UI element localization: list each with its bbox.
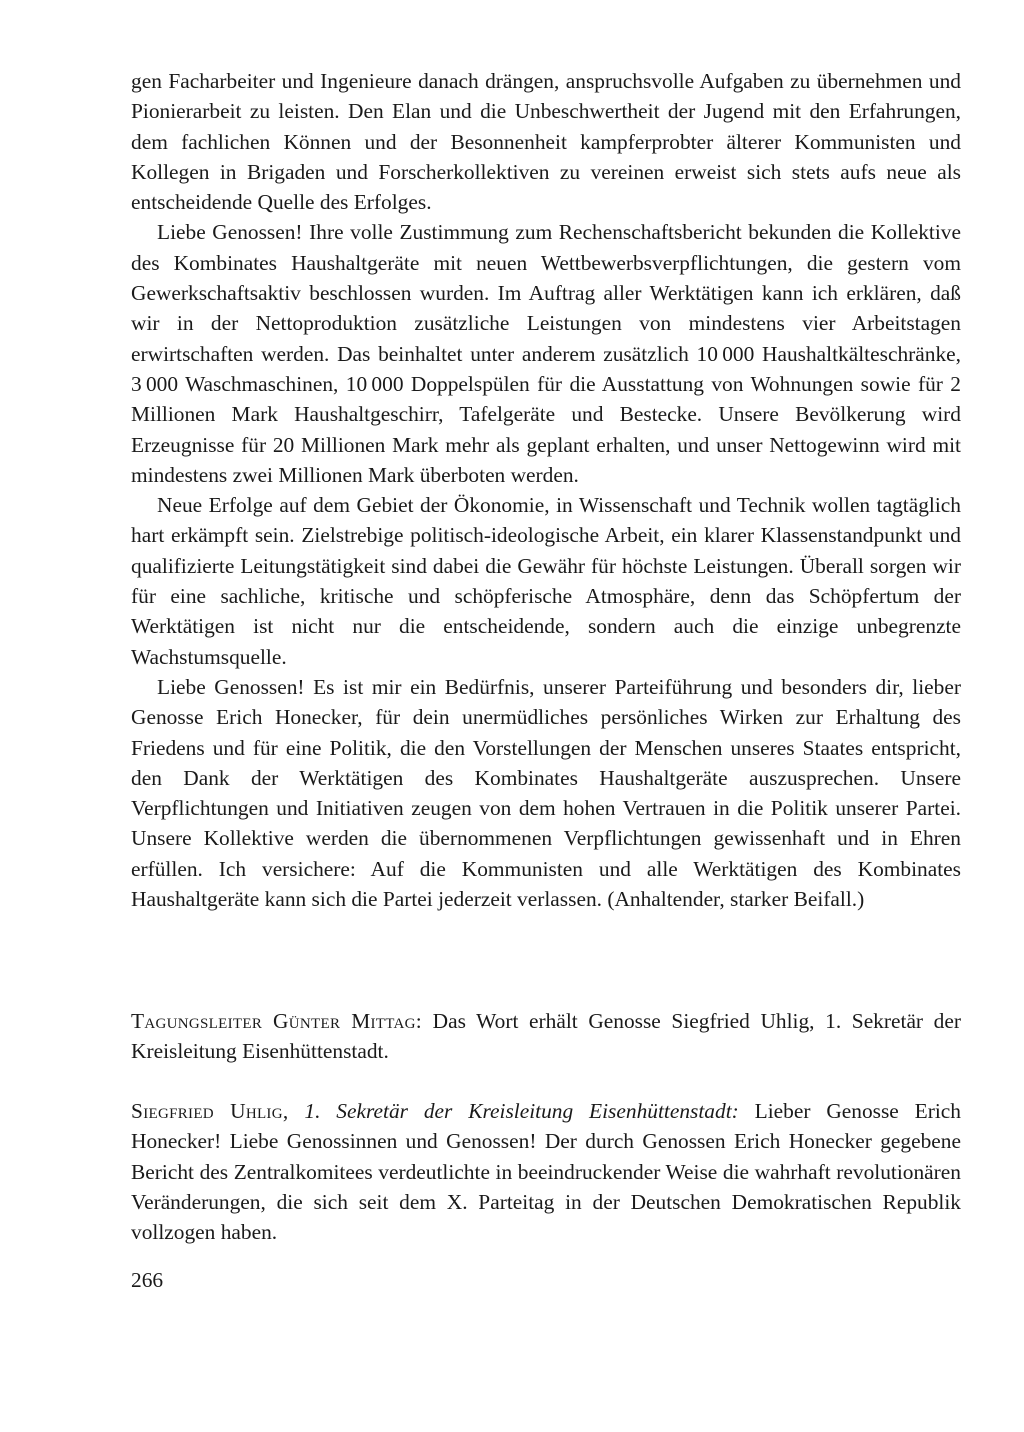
paragraph-commitments: Liebe Genossen! Ihre volle Zustimmung zum Rechenschaftsbericht bekunden die Kollektive des Kombinates Haushaltgeräte mit neuen Wettbewerbsverpflichtungen, die gestern vom Gewerkschaftsaktiv beschlossen wurden. Im Auftrag aller Werktätigen kann ich erklären, daß wir in der Nettoproduktion zusätzliche Leistungen von mindestens vier Arbeitstagen erwirtschaften werden. Das beinhaltet unter anderem zusätzlich 10 000 Haushaltkälteschränke, 3 000 Waschmaschinen, 10 000 Doppelspülen für die Ausstattung von Wohnungen sowie für 2 Millionen Mark Haushaltgeschirr, Tafelgeräte und Bestecke. Unsere Bevölkerung wird Erzeugnisse für 20 Millionen Mark mehr als geplant erhalten, und unser Nettogewinn wird mit mindestens zwei Millionen Mark überboten werden.: [131, 220, 961, 487]
page-number: 266: [131, 1268, 164, 1292]
chair-paragraph: [131, 1006, 961, 1067]
speech-text: Lieber Genosse Erich Honecker! Liebe Genossinnen und Genossen! Der durch Genossen Erich Honecker gegebene Bericht des Zentralkomitees verdeutlichte in beeindruckender Weise die wahrhaft revolutionären Veränderungen, die sich seit dem X. Parteitag in der Deutschen Demokratischen Republik vollzogen haben.: [131, 1099, 961, 1245]
chair-text: Das Wort erhält Genosse Siegfried Uhlig, 1. Sekretär der Kreisleitung Eisenhüttenstadt.: [131, 1009, 961, 1064]
speech-start: [131, 1096, 961, 1247]
chair-speaker: Tagungsleiter Günter Mittag:: [131, 1009, 423, 1033]
speech-speaker: Siegfried Uhlig,: [131, 1099, 289, 1123]
paragraph-economy: Neue Erfolge auf dem Gebiet der Ökonomie, in Wissenschaft und Technik wollen tagtäglich hart erkämpft sein. Zielstrebige politisch-ideologische Arbeit, ein klarer Klassenstandpunkt und qualifizierte Leitungstätigkeit sind dabei die Gewähr für höchste Leistungen. Überall sorgen wir für eine sachliche, kritische und schöpferische Atmosphäre, denn das Schöpfertum der Werktätigen ist nicht nur die entscheidende, sondern auch die einzige unbegrenzte Wachstumsquelle.: [131, 493, 961, 669]
chair-statement: [131, 1006, 961, 1067]
speech-paragraph: [131, 1096, 961, 1247]
paragraph-continuation: gen Facharbeiter und Ingenieure danach drängen, anspruchsvolle Aufgaben zu übernehmen und Pionierarbeit zu leisten. Den Elan und die Unbeschwertheit der Jugend mit den Erfahrungen, dem fachlichen Können und der Besonnenheit kampferprobter älterer Kommunisten und Kollegen in Brigaden und Forscherkollektiven zu vereinen erweist sich stets aufs neue als entscheidende Quelle des Erfolges.: [131, 69, 961, 215]
body-text: [131, 66, 961, 914]
speech-role: 1. Sekretär der Kreisleitung Eisenhüttenstadt:: [304, 1099, 739, 1123]
paragraph-thanks: Liebe Genossen! Es ist mir ein Bedürfnis, unserer Parteiführung und besonders dir, lieber Genosse Erich Honecker, für dein unermüdliches persönliches Wirken zur Erhaltung des Friedens und für eine Politik, die den Vorstellungen der Menschen unseres Staates entspricht, den Dank der Werktätigen des Kombinates Haushaltgeräte auszusprechen. Unsere Verpflichtungen und Initiativen zeugen von dem hohen Vertrauen in die Politik unserer Partei. Unsere Kollektive werden die übernommenen Verpflichtungen gewissenhaft und in Ehren erfüllen. Ich versichere: Auf die Kommunisten und alle Werktätigen des Kombinates Haushaltgeräte kann sich die Partei jederzeit verlassen. (Anhaltender, starker Beifall.): [131, 674, 961, 912]
